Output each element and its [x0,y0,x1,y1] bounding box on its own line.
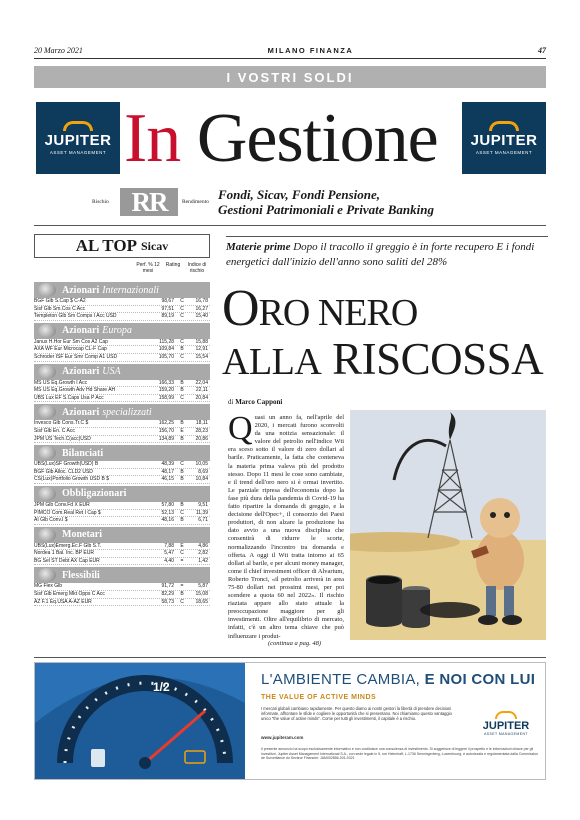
fund-risk: 18,11 [195,420,208,427]
logo-arc-icon [489,121,519,131]
sidebar-title [34,234,210,258]
fund-row [34,476,210,484]
sidebar-title-suffix: Sicav [140,238,169,253]
fund-row [34,306,210,314]
fund-perf: 48,39 [161,461,174,468]
fund-rating: B [180,387,184,394]
fund-name: Templeton Glb Sm Comps I Acc USD [34,313,117,320]
ad-jupiter-logo [481,711,531,736]
gauge-label: 1/2 [153,680,170,694]
rr-letters: RR [120,188,178,216]
fund-risk: 16,78 [195,298,208,304]
fund-rating: B [180,476,184,483]
fund-risk: 11,39 [195,509,208,516]
globe-icon [38,568,56,582]
fund-name: JPM US Tech.C(acc)USD [34,435,91,442]
logo-tagline: ASSET MANAGEMENT [49,150,107,155]
fund-row [34,550,210,558]
ad-title-b: E NOI CON LUI [424,671,536,688]
article-headline [222,280,548,385]
author-name: Marco Capponi [235,398,283,406]
fund-rating: C [180,509,184,516]
fund-name: MS US Eq.Growth Adv Hd Share AH [34,387,116,394]
category-label: Azionari [62,325,100,337]
sidebar-title-main: AL TOP [75,236,137,255]
fund-perf: 98,67 [161,298,174,304]
fund-name: AXA WF Eur Microcap CL-F Cap [34,346,107,353]
masthead-gestione: Gestione [196,100,438,177]
sidebar-column-headers [34,258,210,280]
ad-url[interactable]: www.jupiteram.com [261,735,304,740]
fund-name: BGF Glb S.Cap $ C-A2 [34,298,86,304]
fund-risk: 2,82 [198,550,208,557]
fund-risk: 9,51 [198,501,208,508]
ad-title [261,671,535,688]
sidebar-categories [34,282,210,606]
fund-risk: 28,23 [195,427,208,434]
logo-arc-icon [63,121,93,131]
fund-row [34,469,210,477]
fund-row [34,558,210,566]
fund-name: CS(Lux)Portfolio Growth USD B $ [34,476,110,483]
category-label: Obbligazionari [62,488,127,500]
fund-row [34,354,210,362]
fund-name: Schroder ISF Eur Smr Comp A1 USD [34,353,118,360]
fund-perf: 57,80 [161,501,174,508]
section-rule [34,225,546,226]
category-label: Azionari [62,284,100,296]
issue-date: 20 Marzo 2021 [34,45,83,55]
fund-name: JPM Glb Conv.Fd X EUR [34,501,90,508]
category-header [34,364,210,380]
fund-row [34,298,210,306]
fund-risk: 22,04 [195,379,208,386]
drop-cap: Q [228,410,253,447]
fund-row [34,420,210,428]
fund-row [34,346,210,354]
fund-row [34,583,210,591]
section-subtitle [218,187,538,217]
header-rule [34,58,546,59]
globe-icon [38,365,56,379]
fund-risk: 1,42 [198,557,208,564]
fund-risk: 8,69 [198,468,208,475]
category-label: Monetari [62,529,102,541]
globe-icon [38,446,56,460]
fund-perf: 105,70 [158,353,174,360]
headline-cap-2: ALLA [222,341,322,383]
fund-row [34,591,210,599]
jupiter-logo-left [36,102,120,174]
fund-name: Sisf Glb Emerg Mkt Opps C Acc [34,591,105,598]
section-banner: I VOSTRI SOLDI [34,66,546,88]
al-top-sidebar [34,234,210,654]
headline-cap-1: O [222,280,259,337]
fund-name: UBS(Lux)SF Growth(USD) B [34,461,99,468]
fund-name: AI Glb Conv.I $ [34,517,68,524]
logo-tagline: ASSET MANAGEMENT [475,150,533,155]
category-label: Azionari [62,366,100,378]
ad-body: I mercati globali cambiano rapidamente. Per questo diamo ai nostri gestori la libertà di prendere decisioni informate, affrontare le sfide e cogliere le opportunità che si presentano. Noi chiamiamo questo vantaggio unico "the value of active minds". Come per tutti gli investimenti, il capitale è a rischio. [261,706,452,722]
fund-rating: B [180,346,184,353]
fund-row [34,380,210,388]
continued-link[interactable]: (continua a pag. 48) [268,640,322,647]
fund-name: AZ F.1 Eq.USA A-AZ EUR [34,598,92,605]
category-sublabel: Internazionali [102,284,159,296]
fund-row [34,428,210,436]
fund-risk: 18,65 [195,598,208,605]
fund-risk: 15,40 [195,313,208,320]
fund-risk: 15,08 [195,591,208,598]
fund-perf: 82,29 [161,591,174,598]
byline [228,398,282,406]
byline-prefix: di [228,398,234,406]
fund-perf: 7,88 [164,542,174,549]
fund-perf: 115,28 [159,338,174,345]
fund-row [34,543,210,551]
ad-logo-brand: JUPITER [482,720,530,732]
fund-name: BG Sel ST Debt AX Cap EUR [34,557,100,564]
fund-risk: 20,86 [195,435,208,442]
fund-name: UBS Lux EF S.Caps Usa P Acc [34,394,104,401]
category-sublabel: Europa [102,325,132,337]
category-header [34,567,210,583]
subtitle-line2: Gestioni Patrimoniali e Private Banking [218,202,434,217]
fund-risk: 10,05 [195,461,208,468]
page-header [34,44,546,56]
globe-icon [38,283,56,297]
category-header [34,527,210,543]
oil-puddle-icon [420,602,480,618]
fund-rating: B [180,501,184,508]
fund-rating: C [180,598,184,605]
fuel-gauge-graphic [35,663,245,779]
fund-risk: 16,27 [195,305,208,312]
fund-perf: 52,13 [161,509,174,516]
fund-name: Janus H.Hor Eur Sm Cos A2 Cap [34,338,108,345]
category-header [34,323,210,339]
fund-perf: 91,72 [161,583,174,590]
fund-name: Invesco Glb Cons.Tr.C $ [34,420,89,427]
fund-rating: C [180,394,184,401]
globe-icon [38,405,56,419]
fund-risk: 15,54 [195,353,208,360]
category-sublabel: specializzati [102,406,152,418]
fund-name: MS US Eq.Growth I Acc [34,379,88,386]
category-header [34,486,210,502]
fuel-pump-icon [91,749,105,767]
fund-rating: C [180,313,184,320]
jupiter-advertisement[interactable] [34,662,546,780]
fund-rating: C [180,298,184,304]
fund-perf: 97,51 [161,305,174,312]
logo-brand: JUPITER [470,132,538,149]
ad-rule [34,657,546,658]
fund-perf: 5,47 [164,550,174,557]
article-kicker [226,236,548,270]
fund-risk: 10,84 [195,476,208,483]
fund-perf: 134,89 [158,435,174,442]
fund-row [34,517,210,525]
fund-perf: 109,84 [158,346,174,353]
ad-title-a: L'AMBIENTE CAMBIA, [261,671,425,688]
fund-perf: 58,73 [161,598,174,605]
fund-row [34,339,210,347]
fund-rating: = [180,557,184,564]
rr-logo [92,188,212,216]
fund-name: Sisf Glb Sm.Cos C Acc [34,305,86,312]
page-number: 47 [538,45,546,55]
fund-row [34,387,210,395]
fund-perf: 156,70 [158,427,174,434]
fund-risk: 6,71 [198,517,208,524]
col-perf: Perf. % 12 mesi [136,262,160,274]
fund-name: PIMCO Com.Real Ret I Cap $ [34,509,101,516]
category-label: Flessibili [62,569,100,581]
fund-risk: 20,84 [195,394,208,401]
category-header [34,404,210,420]
jupiter-logo-right [462,102,546,174]
fund-row [34,599,210,607]
fund-name: MG Flex Glb [34,583,63,590]
fund-row [34,436,210,444]
fund-perf: 159,20 [158,387,174,394]
article-body [228,410,344,641]
fund-name: Nordea 1 Bal. Inc. BP EUR [34,550,94,557]
fund-rating: E [180,542,184,549]
masthead [124,96,460,182]
fund-rating: B [180,379,184,386]
fund-name: BGF Glb Alloc. CLD2 USD [34,468,93,475]
fund-perf: 48,16 [161,517,174,524]
globe-icon [38,324,56,338]
category-sublabel: USA [102,366,121,378]
fund-row [34,395,210,403]
fund-row [34,510,210,518]
fund-perf: 4,40 [164,557,174,564]
fund-name: Sisf Glb En. C Acc [34,427,75,434]
publication-name: MILANO FINANZA [267,45,354,55]
rr-rendimento: Rendimento [182,199,209,205]
fund-risk: 5,87 [198,583,208,590]
fund-rating: B [180,517,184,524]
fund-risk: 4,86 [198,542,208,549]
col-rating: Rating [165,262,181,268]
headline-rest-1: RO NERO [258,292,418,334]
kicker-label: Materie prime [226,241,291,253]
globe-icon [38,487,56,501]
fund-name: UBS(Lux)Emerg.Ec.F Glb S.T. [34,542,102,549]
category-label: Azionari [62,406,100,418]
fund-rating: C [180,550,184,557]
fund-row [34,461,210,469]
subtitle-line1: Fondi, Sicav, Fondi Pensione, [218,187,381,202]
fund-perf: 89,19 [161,313,174,320]
headline-rest-2: RISCOSSA [332,334,544,384]
kicker-text: Dopo il tracollo il greggio è in forte recupero E i fondi energetici dall'inizio dell'anno sono saliti del 28% [226,241,535,268]
fund-row [34,502,210,510]
fund-rating: C [180,305,184,312]
fund-perf: 162,25 [158,420,174,427]
ad-logo-tagline: ASSET MANAGEMENT [484,732,528,736]
fund-rating: C [180,353,184,360]
fund-rating: C [180,338,184,345]
category-header [34,445,210,461]
fund-rating: B [180,591,184,598]
fund-risk: 22,11 [195,387,208,394]
fund-rating: B [180,420,184,427]
category-header [34,282,210,298]
fund-rating: B [180,468,184,475]
category-label: Bilanciati [62,447,104,459]
fund-rating: = [180,583,184,590]
rr-rischio: Rischio [92,199,109,205]
ad-disclaimer: Il presente annuncio ha scopo esclusivamente informativo e non costituisce una consulenza di investimento. Si suggerisce di leggere il prospetto e le informazioni chiave per gli investitori. Jupiter Asset Management International S.A., con sede legale in 5, rue Heienhaff, L-1736 Senningerberg, Luxembourg, è autorizzata e regolamentata dalla Commission de Surveillance du Secteur Financier. JAM002856-001-0321 [261,747,538,761]
logo-brand: JUPITER [44,132,112,149]
article-body-text: uasi un anno fa, nell'aprile del 2020, i mercati furono sconvolti da una notizia sensazionale: il valore del petrolio nell'indice Wti era sceso sotto il valore di zero dollari al barile. Praticamente, la fatta che conteneva la materia prima valeva più del prodotto stesso. Dopo 11 mesi le cose sono cambiate, e il trend dell'oro nero si è ormai invertito. Le parziale ripresa dell'economia dopo la fase più dura della pandemia di Covid-19 ha fatto ripartire la domanda di greggio, e la decisione dell'Opec+, il consorzio dei Paesi produttori, di non alzare la produzione ha dato avvio a una nuova disciplina che consentirà di ridurre le scorte, normalizzando l'incontro tra domanda e offerta. A oggi il Wti tratta intorno ai 65 dollari al barile, e per alcuni money manager, come il chief investment officer di Alvarium, Roberto Tronci, «il petrolio arriverà in area 75-80 dollari nei prossimi mesi, per poi scendere a quota 60 nel 2022». Il rischio riaziata appare allo stato attuale la preoccupazione maggiore per gli investimenti. Oltre all'equilibrio di mercato, infatti, c'è un altro tema chiave che può influenzare i produt- [228,414,344,640]
fund-risk: 15,88 [195,338,208,345]
fund-rating: C [180,461,184,468]
fund-perf: 48,17 [161,468,174,475]
fund-perf: 158,99 [158,394,174,401]
oil-rig-illustration [350,410,546,640]
fund-row [34,313,210,321]
ad-subtitle: THE VALUE OF ACTIVE MINDS [261,694,377,701]
fund-rating: E [180,427,184,434]
fund-risk: 12,91 [195,346,208,353]
fund-perf: 166,33 [158,379,174,386]
globe-icon [38,528,56,542]
col-risk: Indice di rischio [187,262,207,274]
masthead-in: In [124,100,181,177]
fund-rating: B [180,435,184,442]
fund-perf: 46,15 [161,476,174,483]
logo-arc-icon [495,711,517,719]
